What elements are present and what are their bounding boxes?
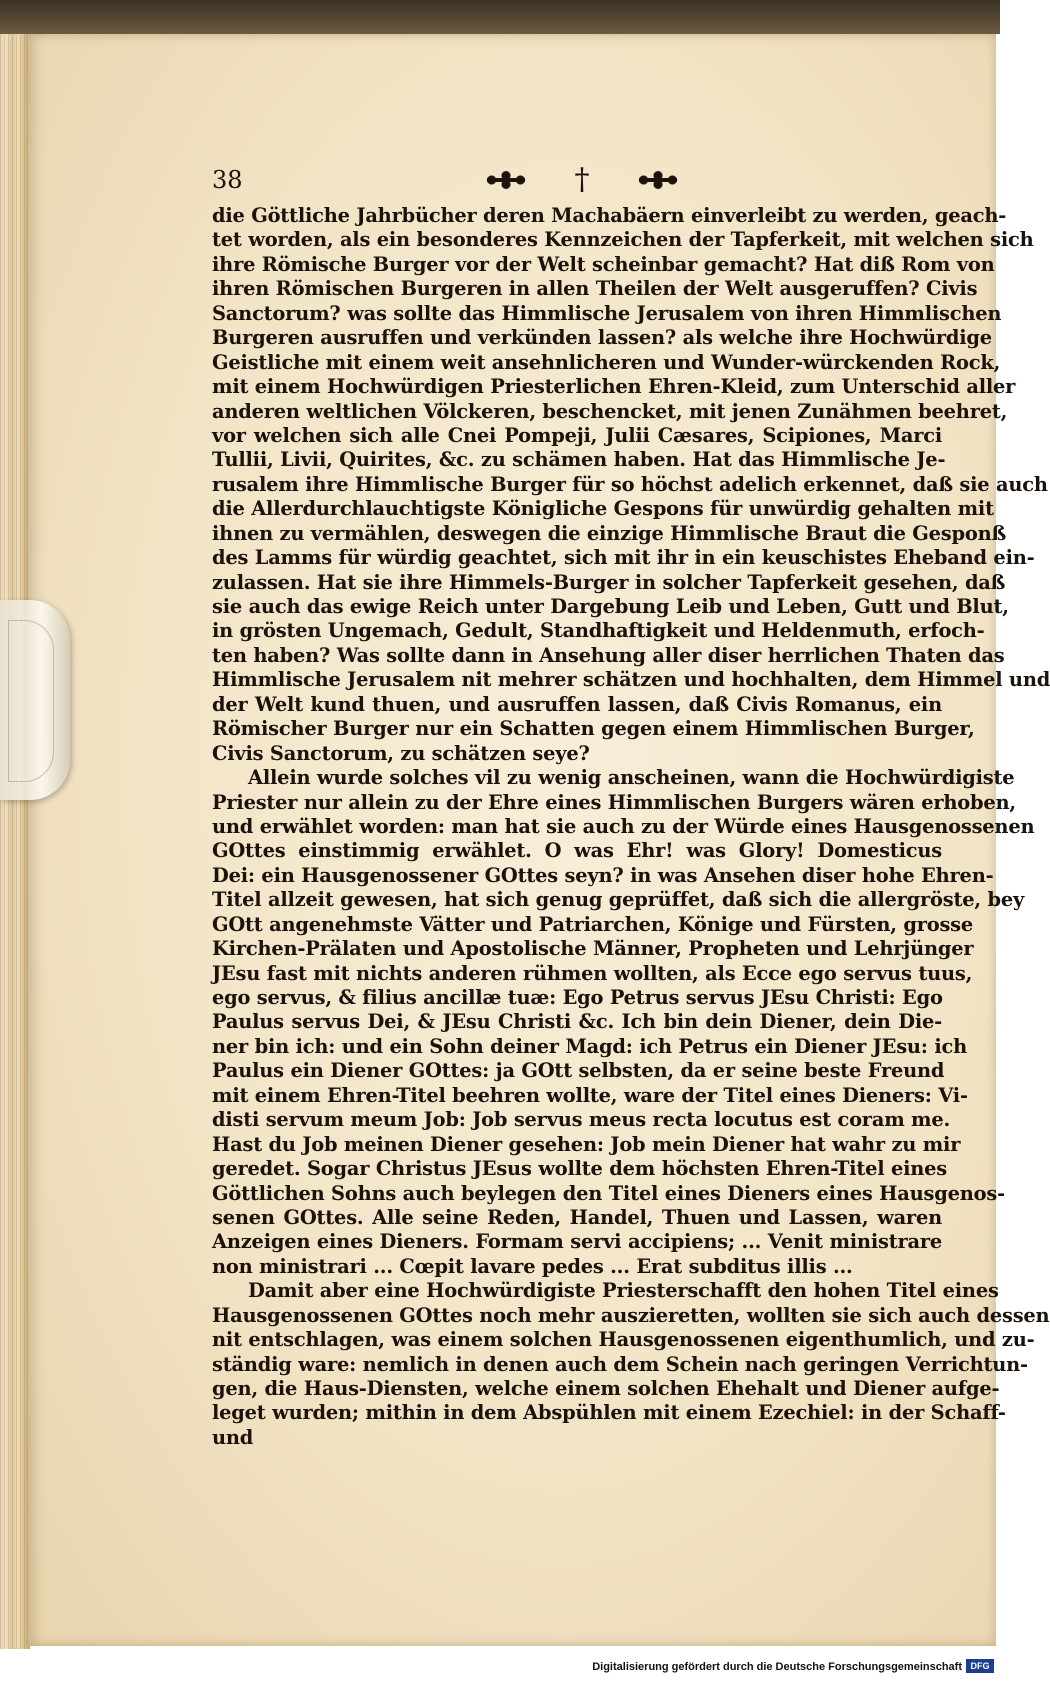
text-line: vor welchen sich alle Cnei Pompeji, Julii Cæsares, Scipiones, Marci (212, 423, 942, 447)
text-line: der Welt kund thuen, und ausruffen lassen, daß Civis Romanus, ein (212, 692, 942, 716)
text-line: sie auch das ewige Reich unter Dargebung Leib und Leben, Gutt und Blut, (212, 595, 1009, 618)
scan-backdrop (0, 0, 1000, 34)
text-line: ihnen zu vermählen, deswegen die einzige Himmlische Braut die Gesponß (212, 521, 1007, 545)
left-vignette-icon (482, 169, 530, 191)
text-line: gen, die Haus-Diensten, welche einem solchen Ehehalt und Diener aufge- (212, 1377, 1000, 1400)
text-line: ständig ware: nemlich in denen auch dem Schein nach geringen Verrichtun- (212, 1352, 1028, 1376)
text-line: ihren Römischen Burgeren in allen Theilen der Welt ausgeruffen? Civis (212, 277, 978, 301)
footer-bar (0, 1649, 1000, 1683)
body-text (212, 204, 1050, 1450)
text-line: Tullii, Livii, Quirites, &c. zu schämen haben. Hat das Himmlische Je- (212, 448, 946, 472)
text-line: disti servum meum Job: Job servus meus recta locutus est coram me. (212, 1108, 951, 1132)
page-number: 38 (212, 166, 243, 194)
text-line: Himmlische Jerusalem nit mehrer schätzen und hochhalten, dem Himmel und (212, 668, 1050, 692)
text-line: GOtt angenehmste Vätter und Patriarchen, Könige und Fürsten, grosse (212, 912, 974, 936)
text-line: rusalem ihre Himmlische Burger für so höchst adelich erkennet, daß sie auch (212, 472, 1048, 496)
text-line: nit entschlagen, was einem solchen Hausgenossenen eigenthumlich, und zu- (212, 1328, 1035, 1352)
text-line: Priester nur allein zu der Ehre eines Himmlischen Burgers wären erhoben, (212, 790, 1016, 814)
text-line: GOttes einstimmig erwählet. O was Ehr! was Glory! Domesticus (212, 839, 942, 863)
cross-icon: † (574, 162, 590, 197)
right-vignette-icon (634, 169, 682, 191)
text-line: des Lamms für würdig geachtet, sich mit ihr in ein keuschistes Eheband ein- (212, 546, 1035, 570)
page-clip (0, 600, 70, 800)
text-line: geredet. Sogar Christus JEsus wollte dem höchsten Ehren-Titel eines (212, 1157, 948, 1181)
text-line: die Allerdurchlauchtigste Königliche Gespons für unwürdig gehalten mit (212, 497, 994, 521)
text-line: und erwählet worden: man hat sie auch zu der Würde eines Hausgenossenen (212, 814, 1035, 838)
text-line: Titel allzeit gewesen, hat sich genug geprüffet, daß sich die allergröste, bey (212, 888, 1025, 912)
text-line: und (212, 1425, 254, 1449)
text-line: Anzeigen eines Dieners. Formam servi accipiens; ... Venit ministrare (212, 1230, 942, 1254)
text-line: in grösten Ungemach, Gedult, Standhaftigkeit und Heldenmuth, erfoch- (212, 619, 985, 643)
text-line: ego servus, & filius ancillæ tuæ: Ego Petrus servus JEsu Christi: Ego (212, 986, 943, 1009)
text-line: Allein wurde solches vil zu wenig anscheinen, wann die Hochwürdigiste (248, 766, 1015, 790)
text-line: Kirchen-Prälaten und Apostolische Männer, Propheten und Lehrjünger (212, 937, 974, 961)
text-line: leget wurden; mithin in dem Abspühlen mit einem Ezechiel: in der Schaff- (212, 1401, 1006, 1425)
footer-credit: Digitalisierung gefördert durch die Deutsche Forschungsgemeinschaft (592, 1661, 962, 1673)
text-line: Göttlichen Sohns auch beylegen den Titel eines Dieners eines Hausgenos- (212, 1181, 1005, 1205)
text-line: ner bin ich: und ein Sohn deiner Magd: ich Petrus ein Diener JEsu: ich (212, 1034, 967, 1058)
dfg-logo-icon: DFG (966, 1659, 994, 1673)
text-line: Römischer Burger nur ein Schatten gegen einem Himmlischen Burger, (212, 717, 975, 741)
text-line: non ministrari ... Cœpit lavare pedes ... Erat subditus illis ... (212, 1254, 853, 1278)
text-line: Paulus servus Dei, & JEsu Christi &c. Ich bin dein Diener, dein Die- (212, 1010, 942, 1034)
header-ornament (482, 162, 682, 198)
text-line: Sanctorum? was sollte das Himmlische Jerusalem von ihren Himmlischen (212, 301, 1002, 325)
text-line: mit einem Ehren-Titel beehren wollte, ware der Titel eines Dieners: Vi- (212, 1083, 968, 1107)
text-line: JEsu fast mit nichts anderen rühmen wollten, als Ecce ego servus tuus, (212, 961, 973, 985)
text-line: senen GOttes. Alle seine Reden, Handel, Thuen und Lassen, waren (212, 1205, 942, 1229)
text-line: die Göttliche Jahrbücher deren Machabäern einverleibt zu werden, geach- (212, 204, 1007, 227)
text-line: Civis Sanctorum, zu schätzen seye? (212, 741, 590, 765)
text-line: Geistliche mit einem weit ansehnlicheren und Wunder-würckenden Rock, (212, 350, 1001, 374)
text-line: ihre Römische Burger vor der Welt scheinbar gemacht? Hat diß Rom von (212, 252, 995, 276)
text-line: Paulus ein Diener GOttes: ja GOtt selbsten, da er seine beste Freund (212, 1059, 945, 1083)
page-header (212, 162, 942, 202)
text-line: mit einem Hochwürdigen Priesterlichen Ehren-Kleid, zum Unterschid aller (212, 375, 1016, 399)
text-line: Damit aber eine Hochwürdigiste Priesterschafft den hohen Titel eines (248, 1279, 999, 1303)
text-line: Burgeren ausruffen und verkünden lassen? als welche ihre Hochwürdige (212, 326, 992, 350)
text-line: anderen weltlichen Völckeren, beschencket, mit jenen Zunähmen beehret, (212, 399, 1008, 423)
text-line: ten haben? Was sollte dann in Ansehung aller diser herrlichen Thaten das (212, 643, 1005, 667)
text-line: Hausgenossenen GOttes noch mehr auszieretten, wollten sie sich auch dessen (212, 1303, 1050, 1327)
text-line: Hast du Job meinen Diener gesehen: Job mein Diener hat wahr zu mir (212, 1132, 961, 1156)
text-line: Dei: ein Hausgenossener GOttes seyn? in was Ansehen diser hohe Ehren- (212, 863, 994, 887)
text-line: tet worden, als ein besonderes Kennzeichen der Tapferkeit, mit welchen sich (212, 228, 1034, 252)
text-line: zulassen. Hat sie ihre Himmels-Burger in solcher Tapferkeit gesehen, daß (212, 570, 1006, 594)
